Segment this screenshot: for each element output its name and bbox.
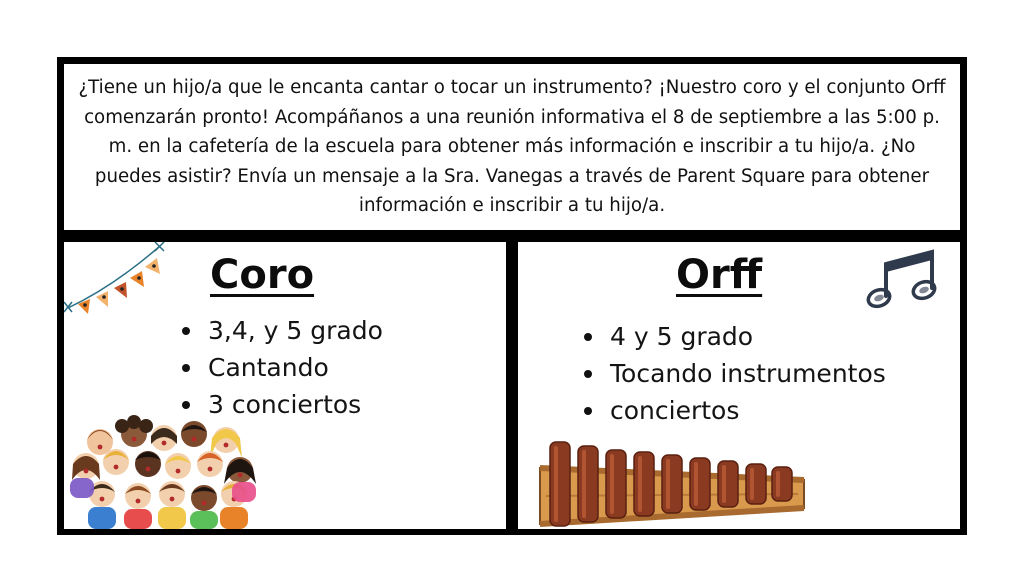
intro-box — [64, 64, 960, 230]
orff-list — [584, 318, 886, 429]
list-item: 4 y 5 grado — [584, 318, 886, 355]
intro-text: ¿Tiene un hijo/a que le encanta cantar o tocar un instrumento? ¡Nuestro coro y el conjunto Orff comenzarán pronto! Acompáñanos a una reunión informativa el 8 de septiembre a las 5:00 p. m. en la cafetería de la escuela para obtener más información e inscribir a tu hijo/a. ¿No puedes asistir? Envía un mensaje a la Sra. Vanegas a través de Parent Square para obtener información e inscribir a tu hijo/a. — [78, 77, 946, 217]
list-item: 3,4, y 5 grado — [182, 312, 383, 349]
coro-title: Coro — [210, 252, 315, 298]
list-item: Tocando instrumentos — [584, 355, 886, 392]
list-item: 3 conciertos — [182, 386, 383, 423]
coro-panel — [64, 242, 506, 529]
music-notes-icon — [866, 248, 938, 318]
orff-title: Orff — [676, 252, 763, 298]
orff-panel — [518, 242, 960, 529]
list-item: Cantando — [182, 349, 383, 386]
list-item: conciertos — [584, 392, 886, 429]
xylophone-illustration — [536, 438, 808, 529]
music-bunting-icon — [64, 242, 176, 332]
children-choir-illustration — [64, 414, 264, 529]
coro-list — [182, 312, 383, 423]
